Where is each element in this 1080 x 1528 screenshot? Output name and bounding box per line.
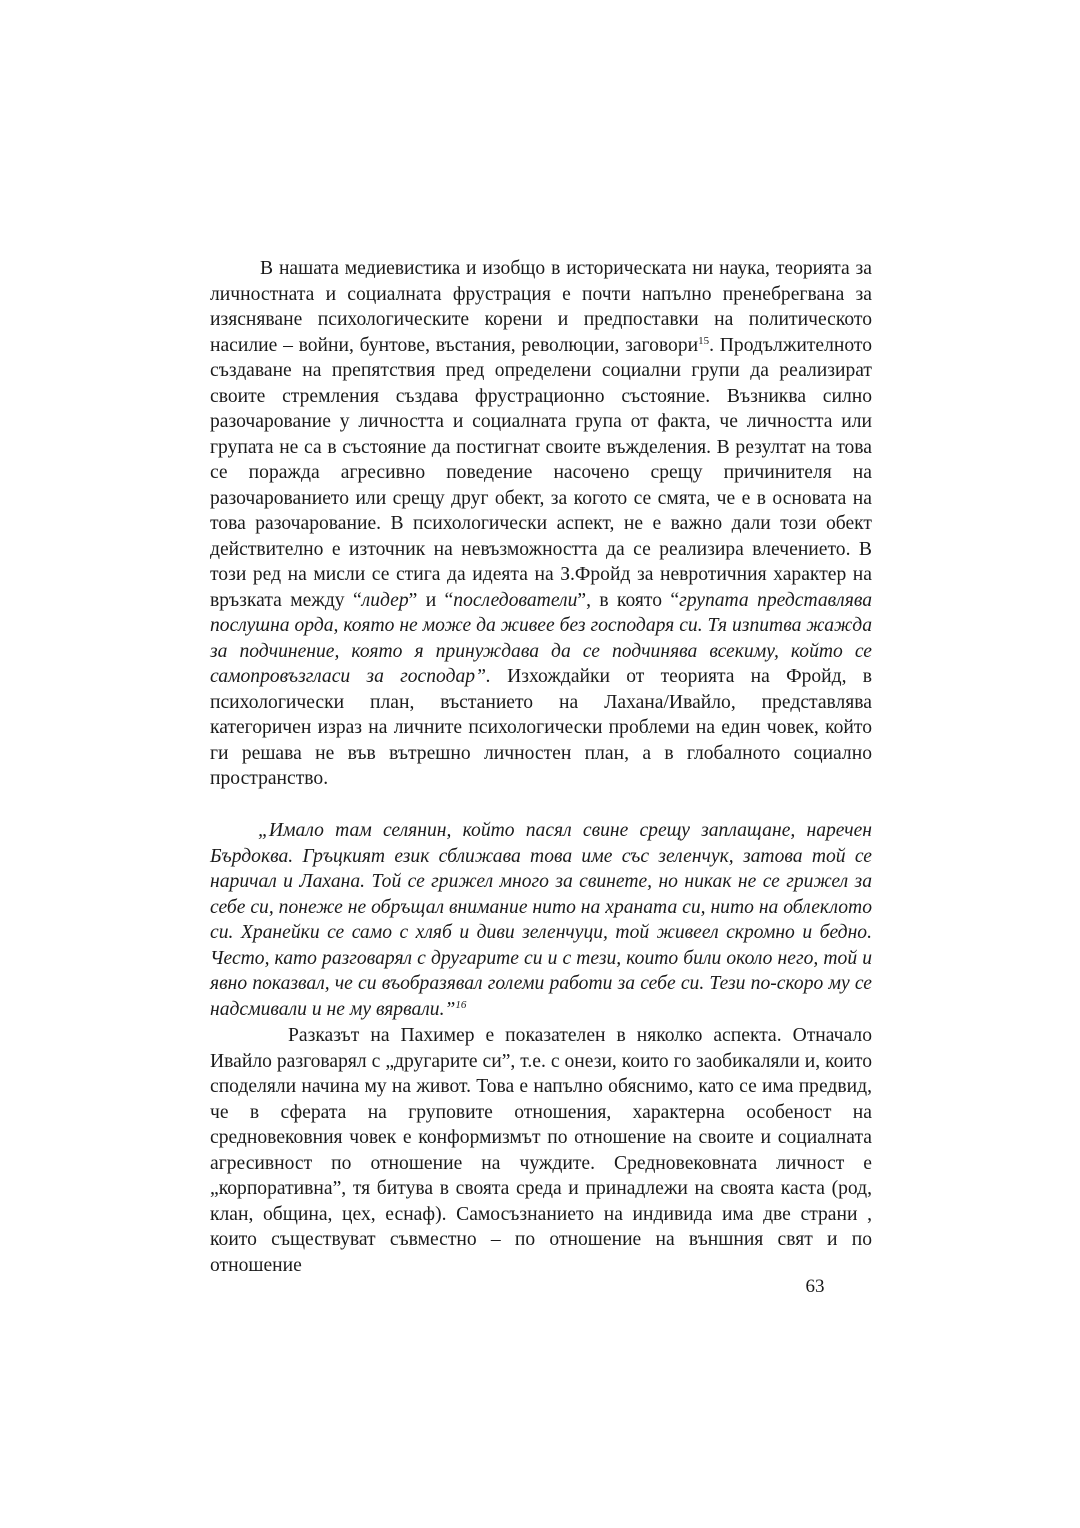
paragraph-body: Разказът на Пахимер е показателен в няколко аспекта. Отначало Ивайло разговарял с „другарите си”, т.е. с онези, които го заобикаляли и, които споделяли начина му на живот. Това е напълно обяснимо, като се има предвид, че в сферата на груповите отношения, характерна особеност на средновековния човек е конформизмът по отношение на своите и социалната агресивност по отношение на чуждите. Средновековната личност е „корпоративна”, тя битува в своята среда и принадлежи на своята каста (род, клан, община, цех, еснаф). Самосъзнанието на индивида има две страни , които съществуват съвместно – по отношение на външния свят и по отношение <box>210 1025 872 1276</box>
footnote-ref-16[interactable]: 16 <box>455 998 467 1011</box>
paragraph-text: В нашата медиевистика и изобщо в историческата ни наука, теорията за личностната и социалната фрустрация е почти напълно пренебрегвана за изясняване психологическите корени и предпоставки на политическото насилие – войни, бунтове, въстания, революции, заговори <box>210 258 872 356</box>
quote-text: „Имало там селянин, който пасял свине срещу заплащане, наречен Бърдоква. Гръцкият език сближава това име със зеленчук, затова той се наричал и Лахана. Той се грижел много за свинете, но никак не се грижел за себе си, понеже не обръщал внимание нито на храната си, нито на облеклото си. Хранейки се само с хляб и диви зеленчуци, той живеел скромно и бедно. Често, като разговарял с другарите си и с тези, които били около него, той и явно показвал, че си въобразявал големи работи за себе си. Тези по-скоро му се надсмивали и не му вярвали.” <box>210 820 872 1020</box>
italic-term-followers: последователи <box>453 589 578 611</box>
paragraph-text: Изхождайки от теорията на Фройд, в психологически план, въстанието на Лахана/Ивайло, представлява категоричен израз на личните психологически проблеми на един човек, който ги решава не във вътрешно личностен план, а в глобалното социално пространство. <box>210 666 872 789</box>
pachymeres-quote <box>210 818 872 1022</box>
paragraph-text: . Продължителното създаване на препятствия пред определени социални групи да реализират своите стремления създава фрустрационно състояние. Възниква силно разочарование у личността и социалната група от факта, че личността или групата не са в състояние да постигнат своите въжделения. В резултат на това се поражда агресивно поведение насочено срещу причинителя на разочарованието или срещу друг обект, за когото се смята, че е в основата на това разочарование. В психологически аспект, не е важно дали този обект действително е източник на невъзможността да се реализира влечението. В този ред на мисли се стига да идеята на З.Фройд за невротичния характер на връзката между “ <box>210 334 873 611</box>
paragraph-text: ” и “ <box>408 589 454 611</box>
paragraph-frustration-theory <box>210 256 872 792</box>
quote-body <box>210 818 872 1022</box>
paragraph-body <box>210 256 872 792</box>
italic-freud-quote: групата представлява послушна орда, която не може да живее без господаря си. Тя изпитва жажда за подчинение, която я принуждава да се подчинява всекиму, който се самопровъзгласи за господар”. <box>210 589 873 687</box>
paragraph-pachymeres-analysis <box>210 1023 872 1278</box>
footnote-ref-15[interactable]: 15 <box>698 334 710 347</box>
page-number: 63 <box>805 1276 825 1297</box>
italic-term-leader: лидер <box>361 589 409 611</box>
paragraph-text: ”, в която “ <box>577 589 680 611</box>
